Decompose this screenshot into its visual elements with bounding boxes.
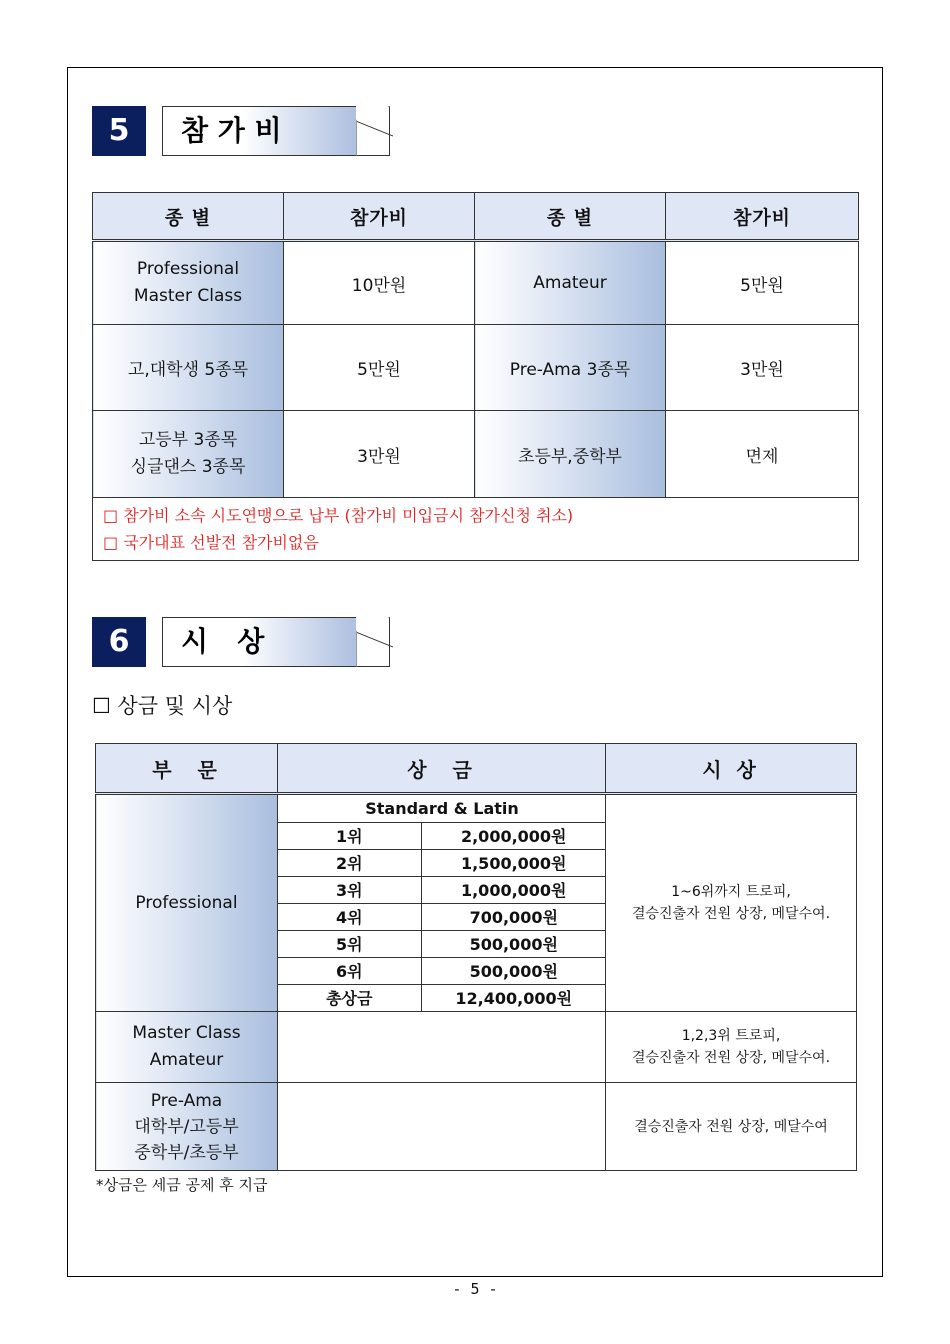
table-row [278, 849, 606, 876]
award-cell: 1~6위까지 트로피, 결승진출자 전원 상장, 메달수여. [606, 794, 857, 1012]
rank-cell: 6위 [278, 957, 421, 984]
award-cell: 1,2,3위 트로피, 결승진출자 전원 상장, 메달수여. [606, 1012, 857, 1083]
category-cell: Pre-Ama 3종목 [475, 325, 666, 411]
footnote: *상금은 세금 공제 후 지급 [96, 1176, 268, 1194]
page-number: - 5 - [452, 1280, 498, 1298]
category-cell: Pre-Ama 대학부/고등부 중학부/초등부 [96, 1083, 278, 1171]
column-header: 시 상 [606, 744, 857, 794]
table-header-row [96, 744, 857, 794]
section-title: 시 상 [162, 617, 390, 667]
table-row [96, 1083, 857, 1171]
prize-money-cell [278, 1012, 606, 1083]
amount-cell: 2,000,000원 [421, 822, 606, 849]
fee-cell: 3만원 [666, 325, 859, 411]
rank-cell: 5위 [278, 930, 421, 957]
section-6-header [92, 617, 392, 667]
prize-table [95, 743, 857, 1171]
column-header: 참가비 [284, 193, 475, 241]
category-cell: Professional Master Class [93, 241, 284, 325]
table-row [278, 822, 606, 849]
category-cell: Master Class Amateur [96, 1012, 278, 1083]
rank-cell: 1위 [278, 822, 421, 849]
fee-cell: 10만원 [284, 241, 475, 325]
table-row [96, 1012, 857, 1083]
amount-cell: 700,000원 [421, 903, 606, 930]
folded-corner-icon [356, 617, 390, 667]
column-header: 종 별 [475, 193, 666, 241]
section-number: 5 [92, 106, 146, 156]
table-row [278, 930, 606, 957]
award-cell: 결승진출자 전원 상장, 메달수여 [606, 1083, 857, 1171]
amount-cell: 12,400,000원 [421, 984, 606, 1011]
column-header: 상 금 [278, 744, 606, 794]
table-row [278, 876, 606, 903]
category-cell: Amateur [475, 241, 666, 325]
note-text: □ 참가비 소속 시도연맹으로 납부 (참가비 미입금시 참가신청 취소) [103, 506, 574, 525]
table-row [278, 795, 606, 822]
rank-cell: 4위 [278, 903, 421, 930]
section-number: 6 [92, 617, 146, 667]
amount-cell: 1,500,000원 [421, 849, 606, 876]
prize-heading: ☐ 상금 및 시상 [92, 694, 233, 718]
rank-cell: 3위 [278, 876, 421, 903]
category-cell: Professional [96, 794, 278, 1012]
prize-money-cell [278, 1083, 606, 1171]
table-row [278, 984, 606, 1011]
table-row [93, 241, 859, 325]
fee-cell: 5만원 [284, 325, 475, 411]
rank-cell: 2위 [278, 849, 421, 876]
notes-row [93, 498, 859, 561]
column-header: 부 문 [96, 744, 278, 794]
section-title: 참 가 비 [162, 106, 390, 156]
rank-cell: 총상금 [278, 984, 421, 1011]
prize-money-cell [278, 794, 606, 1012]
note-text: □ 국가대표 선발전 참가비없음 [103, 533, 319, 552]
amount-cell: 500,000원 [421, 957, 606, 984]
table-row [278, 903, 606, 930]
amount-cell: 1,000,000원 [421, 876, 606, 903]
section-5-header [92, 106, 392, 156]
column-header: 참가비 [666, 193, 859, 241]
prize-money-table [278, 795, 606, 1011]
category-cell: 초등부,중학부 [475, 411, 666, 498]
column-header: 종 별 [93, 193, 284, 241]
amount-cell: 500,000원 [421, 930, 606, 957]
prize-subheader: Standard & Latin [278, 795, 606, 822]
table-row [278, 957, 606, 984]
fee-table [92, 192, 859, 561]
category-cell: 고등부 3종목 싱글댄스 3종목 [93, 411, 284, 498]
fee-cell: 면제 [666, 411, 859, 498]
table-header-row [93, 193, 859, 241]
category-cell: 고,대학생 5종목 [93, 325, 284, 411]
notes-cell [93, 498, 859, 561]
table-row [96, 794, 857, 1012]
table-row [93, 411, 859, 498]
folded-corner-icon [356, 106, 390, 156]
fee-cell: 5만원 [666, 241, 859, 325]
fee-cell: 3만원 [284, 411, 475, 498]
table-row [93, 325, 859, 411]
